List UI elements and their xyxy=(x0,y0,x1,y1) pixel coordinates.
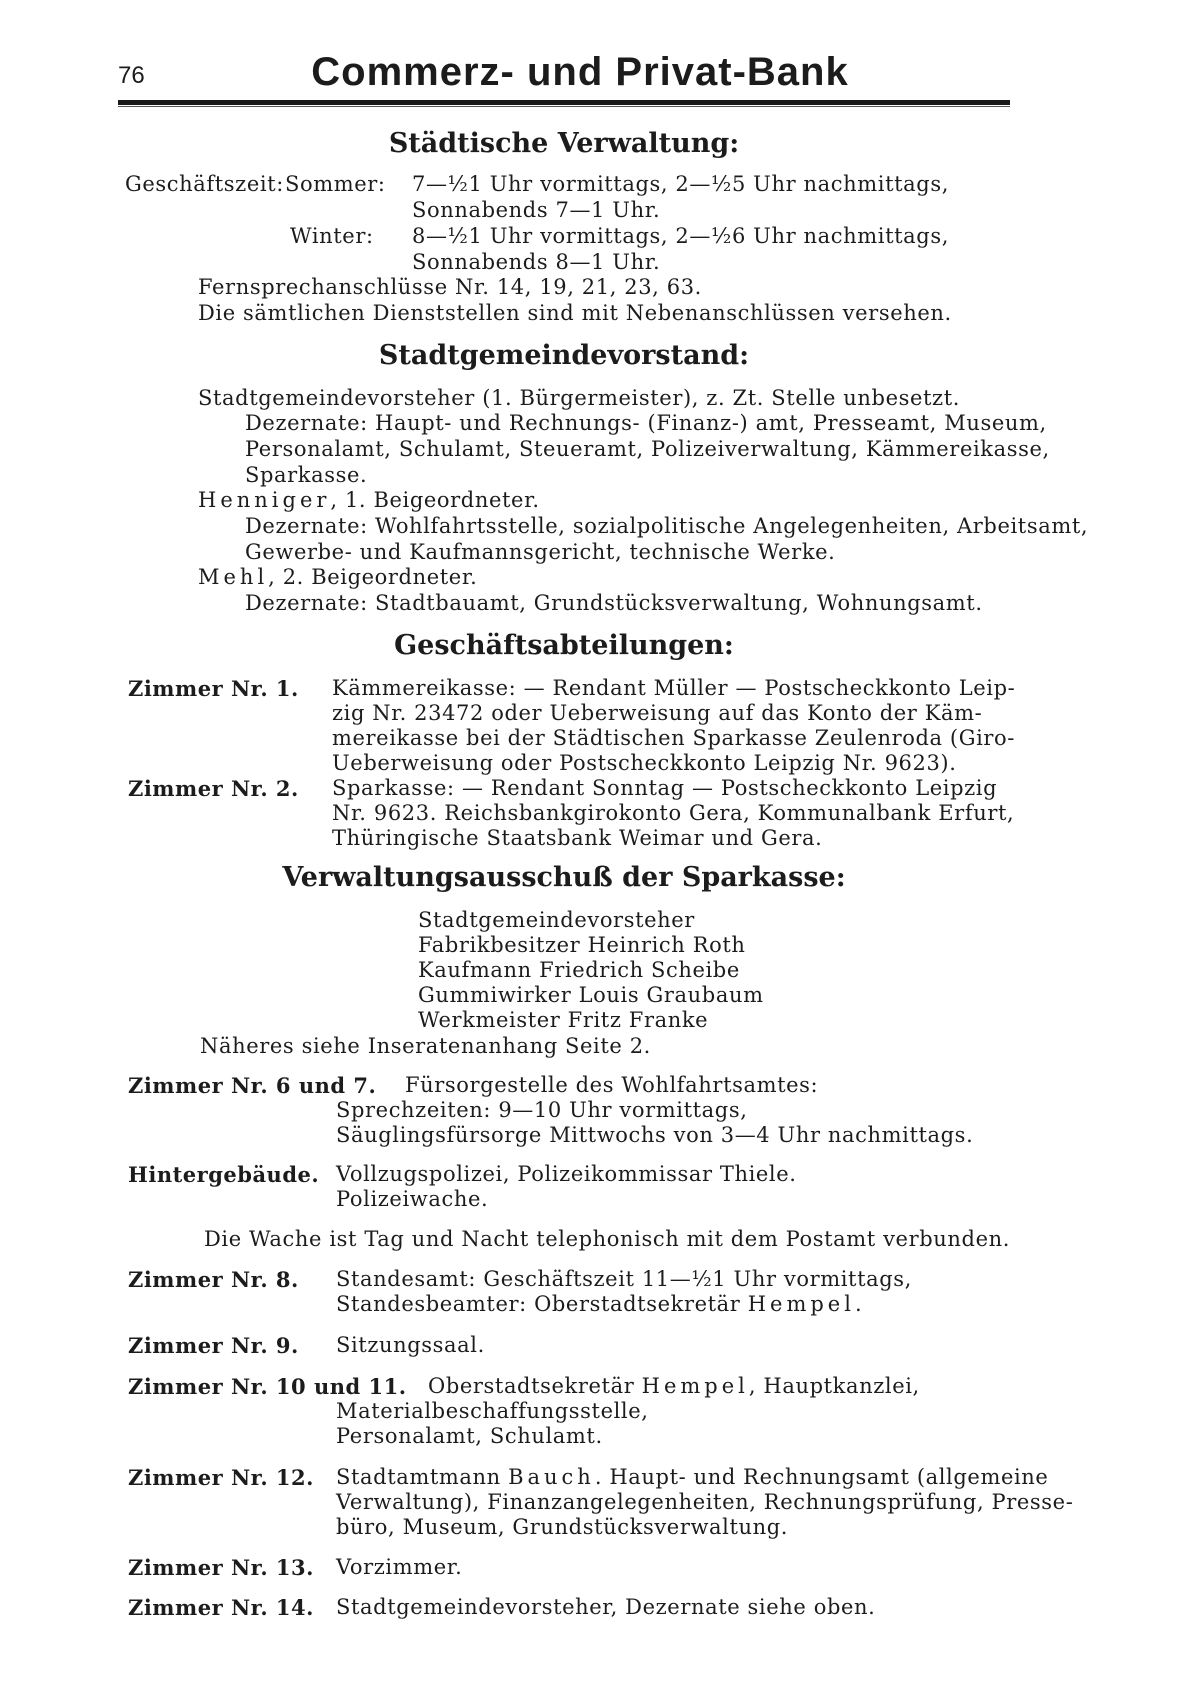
committee-member: Gummiwirker Louis Graubaum xyxy=(418,983,764,1007)
committee-member: Kaufmann Friedrich Scheibe xyxy=(418,958,740,982)
section-title-abteilungen: Geschäftsabteilungen: xyxy=(394,630,734,661)
page-number: 76 xyxy=(118,62,145,89)
person-name: Mehl xyxy=(198,565,269,589)
vorstand-line-8: Mehl, 2. Beigeordneter. xyxy=(198,565,478,589)
vorstand-line-1: Stadtgemeindevorsteher (1. Bürgermeister), z. Zt. Stelle unbesetzt. xyxy=(198,386,961,410)
section-title-ausschuss: Verwaltungsausschuß der Sparkasse: xyxy=(282,862,846,893)
vorstand-line-9: Dezernate: Stadtbauamt, Grundstücksverwaltung, Wohnungsamt. xyxy=(245,591,983,615)
page-header-title: Commerz- und Privat-Bank xyxy=(311,50,849,94)
person-name: Bauch xyxy=(508,1465,595,1489)
section-title-vorstand: Stadtgemeindevorstand: xyxy=(378,340,750,371)
room-9-line-1: Sitzungssaal. xyxy=(336,1333,485,1357)
room-10-11-line-1: Oberstadtsekretär Hempel, Hauptkanzlei, xyxy=(428,1374,920,1398)
committee-member: Fabrikbesitzer Heinrich Roth xyxy=(418,933,746,957)
room-label: Zimmer Nr. 9. xyxy=(128,1333,299,1358)
room-1-line-3: mereikasse bei der Städtischen Sparkasse Zeulenroda (Giro- xyxy=(332,726,1015,750)
room-8-line-1: Standesamt: Geschäftszeit 11—½1 Uhr vormittags, xyxy=(336,1267,912,1291)
extensions-note: Die sämtlichen Dienststellen sind mit Nebenanschlüssen versehen. xyxy=(198,301,952,325)
room-2-line-1: Sparkasse: — Rendant Sonntag — Postscheckkonto Leipzig xyxy=(332,776,998,800)
hintergebaeude-line-1: Vollzugspolizei, Polizeikommissar Thiele. xyxy=(336,1162,797,1186)
section-title-verwaltung: Städtische Verwaltung: xyxy=(388,128,740,159)
room-14-line-1: Stadtgemeindevorsteher, Dezernate siehe oben. xyxy=(336,1595,876,1619)
room-13-line-1: Vorzimmer. xyxy=(336,1555,463,1579)
hintergebaeude-line-2: Polizeiwache. xyxy=(336,1187,489,1211)
person-name: Hempel xyxy=(641,1374,749,1398)
room-10-11-line-2: Materialbeschaffungsstelle, xyxy=(336,1399,649,1423)
winter-label: Winter: xyxy=(290,224,374,248)
winter-hours: 8—½1 Uhr vormittags, 2—½6 Uhr nachmittags, xyxy=(412,224,949,248)
hours-label: Geschäftszeit: xyxy=(125,172,284,196)
room-6-7-line-3: Säuglingsfürsorge Mittwochs von 3—4 Uhr nachmittags. xyxy=(336,1123,974,1147)
summer-label: Sommer: xyxy=(285,172,386,196)
room-8-line-2: Standesbeamter: Oberstadtsekretär Hempel. xyxy=(336,1292,866,1316)
committee-member: Stadtgemeindevorsteher xyxy=(418,908,695,932)
room-label: Zimmer Nr. 13. xyxy=(128,1555,314,1580)
room-label: Zimmer Nr. 2. xyxy=(128,776,299,801)
header-rule-thin xyxy=(118,106,1010,107)
person-name: Henniger xyxy=(198,488,331,512)
room-label: Zimmer Nr. 10 und 11. xyxy=(128,1374,407,1399)
vorstand-line-7: Gewerbe- und Kaufmannsgericht, technische Werke. xyxy=(245,540,836,564)
room-6-7-line-1: Fürsorgestelle des Wohlfahrtsamtes: xyxy=(405,1073,819,1097)
vorstand-line-5: Henniger, 1. Beigeordneter. xyxy=(198,488,540,512)
summer-saturday: Sonnabends 7—1 Uhr. xyxy=(412,198,661,222)
room-12-line-2: Verwaltung), Finanzangelegenheiten, Rechnungsprüfung, Presse- xyxy=(336,1490,1074,1514)
room-label: Zimmer Nr. 8. xyxy=(128,1267,299,1292)
vorstand-line-4: Sparkasse. xyxy=(245,463,368,487)
room-12-line-3: büro, Museum, Grundstücksverwaltung. xyxy=(336,1515,789,1539)
vorstand-line-2: Dezernate: Haupt- und Rechnungs- (Finanz-) amt, Presseamt, Museum, xyxy=(245,411,1047,435)
room-label: Zimmer Nr. 6 und 7. xyxy=(128,1073,377,1098)
committee-member: Werkmeister Fritz Franke xyxy=(418,1008,709,1032)
room-1-line-2: zig Nr. 23472 oder Ueberweisung auf das Konto der Käm- xyxy=(332,701,983,725)
room-1-line-4: Ueberweisung oder Postscheckkonto Leipzig Nr. 9623). xyxy=(332,751,957,775)
committee-note: Näheres siehe Inseratenanhang Seite 2. xyxy=(200,1034,651,1058)
winter-saturday: Sonnabends 8—1 Uhr. xyxy=(412,250,661,274)
wache-note: Die Wache ist Tag und Nacht telephonisch mit dem Postamt verbunden. xyxy=(204,1227,1010,1251)
room-12-line-1: Stadtamtmann Bauch. Haupt- und Rechnungsamt (allgemeine xyxy=(336,1465,1049,1489)
room-6-7-line-2: Sprechzeiten: 9—10 Uhr vormittags, xyxy=(336,1098,748,1122)
room-label: Zimmer Nr. 1. xyxy=(128,676,299,701)
phone-numbers: Fernsprechanschlüsse Nr. 14, 19, 21, 23, 63. xyxy=(198,275,702,299)
vorstand-line-6: Dezernate: Wohlfahrtsstelle, sozialpolitische Angelegenheiten, Arbeitsamt, xyxy=(245,514,1089,538)
summer-hours: 7—½1 Uhr vormittags, 2—½5 Uhr nachmittags, xyxy=(412,172,949,196)
room-2-line-2: Nr. 9623. Reichsbankgirokonto Gera, Kommunalbank Erfurt, xyxy=(332,801,1015,825)
room-10-11-line-3: Personalamt, Schulamt. xyxy=(336,1424,603,1448)
room-label: Zimmer Nr. 12. xyxy=(128,1465,314,1490)
header-rule xyxy=(118,100,1010,105)
room-2-line-3: Thüringische Staatsbank Weimar und Gera. xyxy=(332,826,823,850)
person-name: Hempel. xyxy=(747,1292,866,1316)
room-label: Hintergebäude. xyxy=(128,1162,320,1187)
vorstand-line-3: Personalamt, Schulamt, Steueramt, Polizeiverwaltung, Kämmereikasse, xyxy=(245,437,1050,461)
room-1-line-1: Kämmereikasse: — Rendant Müller — Postscheckkonto Leip- xyxy=(332,676,1016,700)
room-label: Zimmer Nr. 14. xyxy=(128,1595,314,1620)
